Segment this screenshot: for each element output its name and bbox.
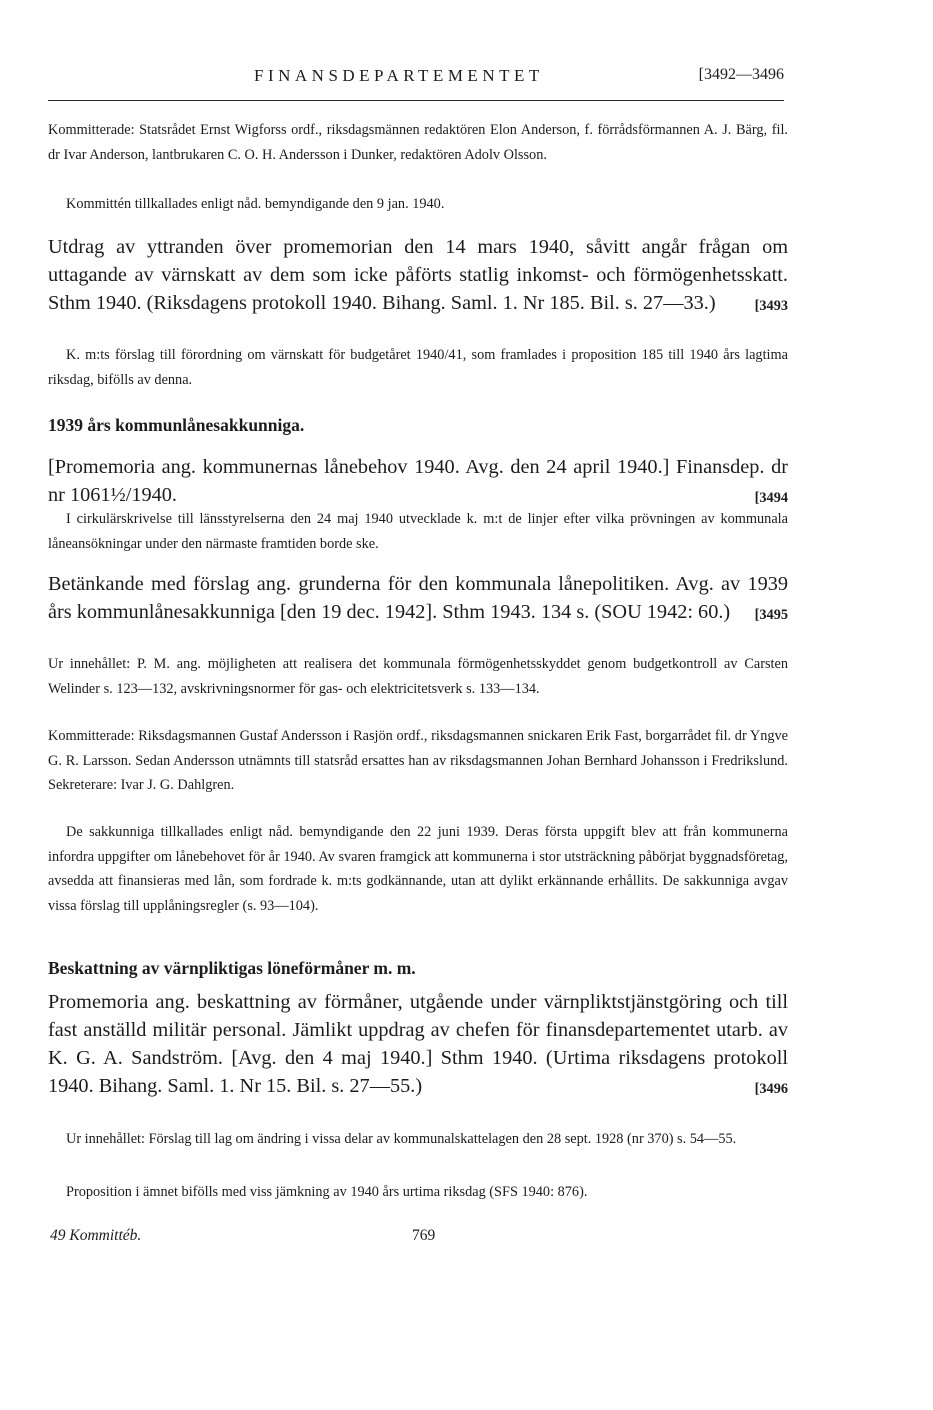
page-footer [50,1227,750,1251]
entry-3492-appointed: Kommittén tillkallades enligt nåd. bemyndigande den 9 jan. 1940. [66,196,445,212]
entry-3496-contents: Ur innehållet: Förslag till lag om ändring i vissa delar av kommunalskattelagen den 28 sept. 1928 (nr 370) s. 54—55. [66,1131,737,1147]
entry-3495-members: Kommitterade: Riksdagsmannen Gustaf Andersson i Rasjön ordf., riksdagsmannen snickaren Erik Fast, borgarrådet fil. dr Yngve G. R. Larsson. Sedan Andersson utnämnts till statsråd ersattes han av riksdagsmannen Johan Bernhard Johansson i Fredrikslund. Sekreterare: Ivar J. G. Dahlgren. [48,728,788,793]
entry-3493-ref: [3493 [754,298,788,314]
entry-3493-title: Utdrag av yttranden över promemorian den 14 mars 1940, såvitt angår frågan om uttagande av värnskatt av dem som icke påförts statlig inkomst- och förmögenhetsskatt. Sthm 1940. (Riksdagens protokoll 1940. Bihang. Saml. 1. Nr 185. Bil. s. 27—33.) [48,236,788,314]
page-number: 769 [412,1227,436,1244]
entry-3492-members: Kommitterade: Statsrådet Ernst Wigforss ordf., riksdagsmännen redaktören Elon Anderson, f. förrådsförmannen A. J. Bärg, fil. dr Ivar Anderson, lantbrukaren C. O. H. Andersson i Dunker, redaktören Adolv Olsson. [48,122,788,163]
entry-3496-note: Proposition i ämnet bifölls med viss jämkning av 1940 års urtima riksdag (SFS 1940: 876). [66,1184,588,1200]
entry-3494-ref: [3494 [754,490,788,506]
entry-3493-note: K. m:ts förslag till förordning om värnskatt för budgetåret 1940/41, som framlades i proposition 185 till 1940 års lagtima riksdag, bifölls av denna. [48,347,788,388]
section-heading-beskattning: Beskattning av värnpliktigas löneförmåner m. m. [48,958,416,978]
entry-3493 [48,233,788,320]
section-heading-kommunlanesakkunniga: 1939 års kommunlånesakkunniga. [48,415,305,435]
running-head [48,66,784,92]
footer-signature: 49 Kommittéb. [50,1227,142,1244]
entry-3494-note: I cirkulärskrivelse till länsstyrelserna den 24 maj 1940 utvecklade k. m:t de linjer efter vilka prövningen av kommunala låneansökningar under den närmaste framtiden borde ske. [48,511,788,552]
entry-3496-title: Promemoria ang. beskattning av förmåner, utgående under värnpliktstjänstgöring och till fast anställd militär personal. Jämlikt uppdrag av chefen för finansdepartementet utarb. av K. G. A. Sandström. [Avg. den 4 maj 1940.] Sthm 1940. (Urtima riksdagens protokoll 1940. Bihang. Saml. 1. Nr 15. Bil. s. 27—55.) [48,991,788,1097]
entry-3496 [48,988,788,1103]
entry-3495-ref: [3495 [754,607,788,623]
entry-3494 [48,453,788,512]
entry-3495 [48,570,788,629]
entry-3495-contents: Ur innehållet: P. M. ang. möjligheten att realisera det kommunala förmögenhetsskyddet genom budgetkontroll av Carsten Welinder s. 123—132, avskrivningsnormer för gas- och elektricitetsverk s. 133—134. [48,656,788,697]
running-head-range: [3492—3496 [698,66,784,83]
header-rule [48,100,784,101]
entry-3495-title: Betänkande med förslag ang. grunderna för den kommunala lånepolitiken. Avg. av 1939 års kommunlånesakkunniga [den 19 dec. 1942]. Sthm 1943. 134 s. (SOU 1942: 60.) [48,573,788,623]
entry-3495-appointed: De sakkunniga tillkallades enligt nåd. bemyndigande den 22 juni 1939. Deras första uppgift blev att från kommunerna infordra uppgifter om lånebehovet för år 1940. Av svaren framgick att kommunerna i stor utsträckning påbörjat byggnadsföretag, avsedda att finansieras med lån, som fordrade k. m:ts godkännande, utan att dylikt erkännande erhållits. De sakkunniga avgav vissa förslag till upplåningsregler (s. 93—104). [48,824,788,914]
running-head-title: FINANSDEPARTEMENTET [254,66,544,85]
entry-3494-title: [Promemoria ang. kommunernas lånebehov 1940. Avg. den 24 april 1940.] Finansdep. dr nr 1061½/1940. [48,456,788,506]
entry-3496-ref: [3496 [754,1081,788,1097]
